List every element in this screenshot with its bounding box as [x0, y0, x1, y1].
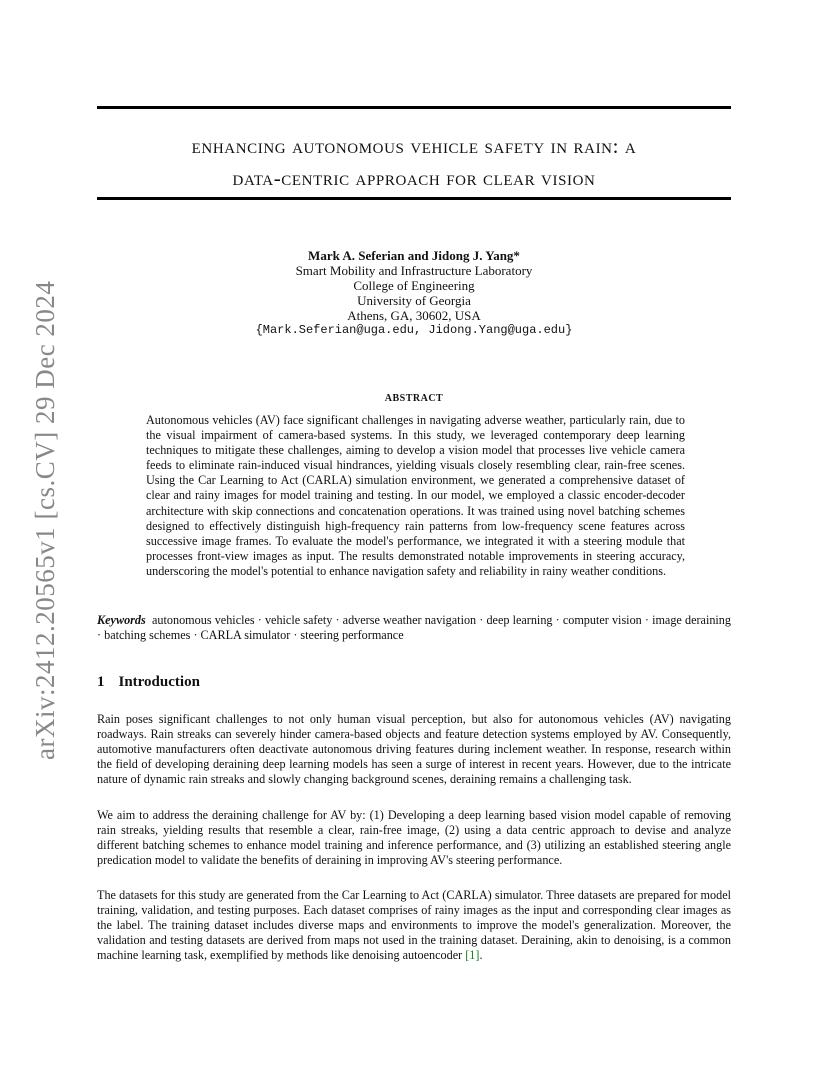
- affiliation-lab: Smart Mobility and Infrastructure Laboratory: [295, 263, 533, 278]
- keywords-list: autonomous vehicles · vehicle safety · adverse weather navigation · deep learning · computer vision · image deraining · batching schemes · CARLA simulator · steering performance: [97, 613, 731, 643]
- section-heading-introduction: [97, 674, 200, 691]
- intro-paragraph-3: [97, 888, 731, 963]
- title-top-rule: [97, 106, 731, 109]
- affiliation-college: College of Engineering: [353, 278, 475, 293]
- intro-paragraph-1: Rain poses significant challenges to not only human visual perception, but also for autonomous vehicles (AV) navigating roadways. Rain streaks can severely hinder camera-based objects and feature detection systems employed by AV. Consequently, automotive manufacturers often deactivate autonomous driving features during inclement weather. In response, research within the field of developing deraining deep learning models has seen a surge of interest in recent years. However, due to the intricate nature of dynamic rain streaks and slowly changing background scenes, deraining remains a challenging task.: [97, 712, 731, 787]
- title-line-1: enhancing autonomous vehicle safety in rain: a: [191, 134, 637, 158]
- abstract-heading-text: abstract: [384, 390, 444, 405]
- paper-title: [97, 130, 731, 194]
- author-emails: {Mark.Seferian@uga.edu, Jidong.Yang@uga.edu}: [255, 323, 573, 337]
- title-bottom-rule: [97, 197, 731, 200]
- intro-paragraph-3-end: .: [479, 948, 483, 963]
- affiliation-university: University of Georgia: [357, 293, 471, 308]
- keywords-block: [97, 613, 731, 643]
- arxiv-identifier: arXiv:2412.20565v1 [cs.CV] 29 Dec 2024: [30, 280, 60, 760]
- author-names: Mark A. Seferian and Jidong J. Yang*: [308, 248, 520, 263]
- keywords-label: Keywords: [97, 613, 146, 627]
- abstract-heading: [97, 390, 731, 406]
- abstract-body: Autonomous vehicles (AV) face significant challenges in navigating adverse weather, particularly rain, due to the visual impairment of camera-based systems. In this study, we leveraged contemporary deep learning techniques to mitigate these challenges, aiming to develop a vision model that processes live vehicle camera feeds to eliminate rain-induced visual hindrances, yielding visuals closely resembling clear, rain-free scenes. Using the Car Learning to Act (CARLA) simulation environment, we generated a comprehensive dataset of clear and rainy images for model training and testing. In our model, we employed a classic encoder-decoder architecture with skip connections and concatenation operations. It was trained using novel batching schemes designed to effectively distinguish high-frequency rain patterns from low-frequency scene features across successive image frames. To evaluate the model's performance, we integrated it with a steering module that processes front-view images as input. The results demonstrated notable improvements in steering accuracy, underscoring the model's potential to enhance navigation safety and reliability in rainy weather conditions.: [146, 413, 685, 578]
- section-title: Introduction: [118, 674, 200, 690]
- affiliation-address: Athens, GA, 30602, USA: [347, 308, 481, 323]
- citation-link-1[interactable]: [1]: [465, 948, 480, 963]
- intro-paragraph-3-text: The datasets for this study are generated from the Car Learning to Act (CARLA) simulator. Three datasets are prepared for model training, validation, and testing purposes. Each dataset comprises of rainy images as the input and corresponding clear images as the label. The training dataset includes diverse maps and environments to improve the model's generalization. Moreover, the validation and testing datasets are derived from maps not used in the training dataset. Deraining, akin to denoising, is a common machine learning task, exemplified by methods like denoising autoencoder: [97, 888, 731, 963]
- author-block: [97, 248, 731, 338]
- section-number: 1: [97, 674, 105, 690]
- intro-paragraph-2: We aim to address the deraining challenge for AV by: (1) Developing a deep learning based vision model capable of removing rain streaks, yielding results that resemble a clear, rain-free image, (2) using a data centric approach to devise and analyze different batching schemes to enhance model training and inference performance, and (3) utilizing an established steering angle predication model to validate the benefits of deraining in improving AV's steering performance.: [97, 808, 731, 868]
- title-line-2: data-centric approach for clear vision: [232, 166, 596, 190]
